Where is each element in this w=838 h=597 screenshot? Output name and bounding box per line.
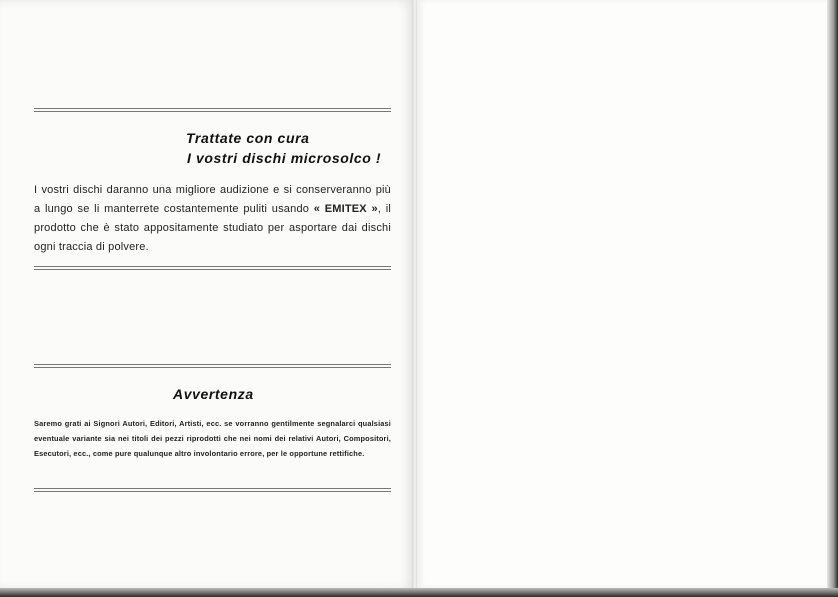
- care-heading-2: [34, 150, 391, 166]
- notice-title: Avvertenza: [173, 386, 254, 402]
- divider-rule-bottom: [34, 488, 391, 492]
- care-paragraph-end: , il prodotto che è stato appositamente studiato per asportare dai dischi ogni traccia di polvere.: [34, 203, 391, 253]
- care-title-line1: Trattate con cura: [186, 130, 310, 146]
- bottom-page-edge: [0, 588, 838, 597]
- care-paragraph-start: I vostri dischi daranno una migliore audizione e si conserveranno più a lungo se li manterrete costantemente puliti usando: [34, 184, 391, 215]
- right-page-blank: [417, 0, 827, 588]
- right-page-edge: [827, 0, 838, 597]
- care-heading: [34, 130, 391, 146]
- notice-paragraph: Saremo grati ai Signori Autori, Editori, Artisti, ecc. se vorranno gentilmente segnalarci qualsiasi eventuale variante sia nei titoli dei pezzi riprodotti che nei nomi dei relativi Autori, Compositori, Esecutori, ecc., come pure qualunque altro involontario errore, per le opportune rettifiche.: [34, 419, 391, 458]
- brand-name: « EMITEX »: [313, 203, 378, 215]
- care-title-line2: I vostri dischi microsolco !: [187, 150, 382, 166]
- divider-rule-top: [34, 108, 391, 112]
- notice-heading: [34, 386, 391, 402]
- divider-rule-3: [34, 364, 391, 368]
- divider-rule-2: [34, 266, 391, 270]
- care-paragraph: [34, 181, 391, 257]
- left-page: [0, 0, 414, 590]
